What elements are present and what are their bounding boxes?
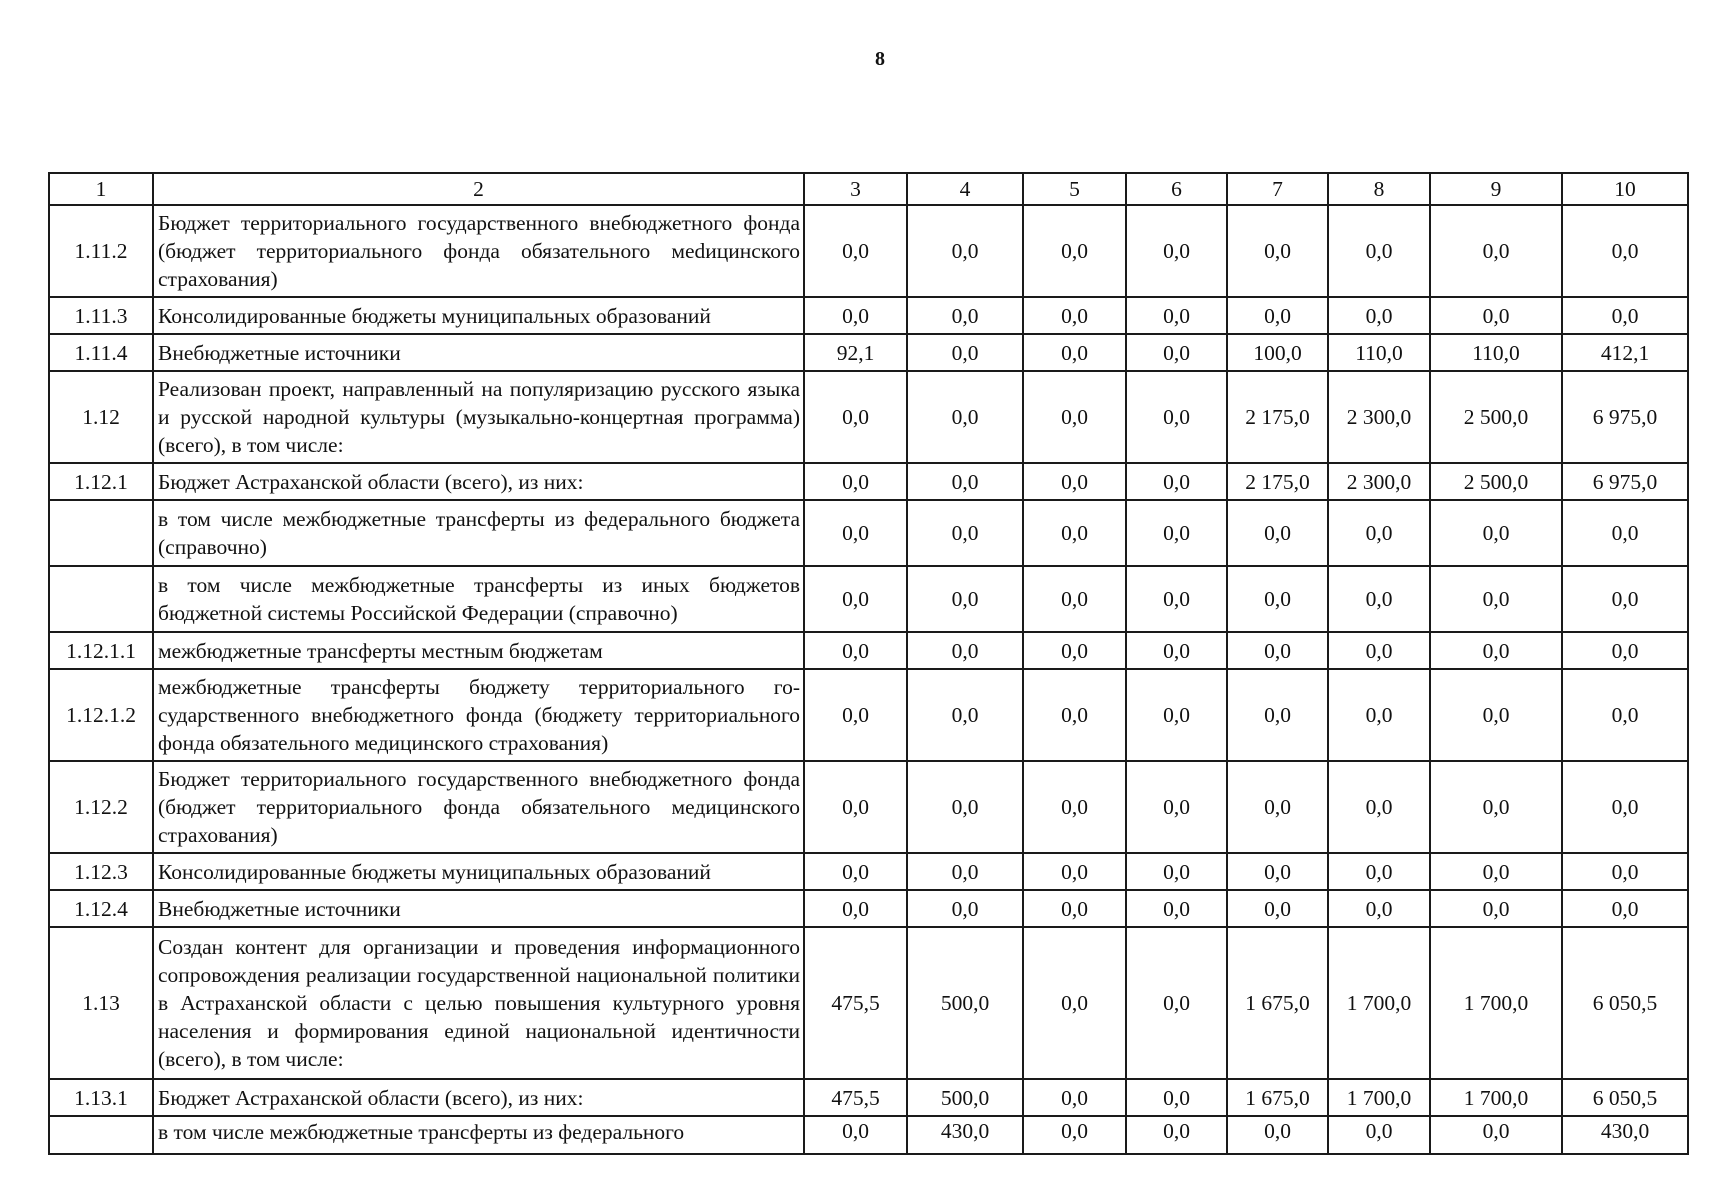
table-row bbox=[49, 463, 1688, 500]
row-code: 1.12.4 bbox=[49, 890, 153, 927]
row-value-col-4: 500,0 bbox=[907, 1079, 1023, 1116]
row-value-col-4: 0,0 bbox=[907, 632, 1023, 669]
row-value-col-6: 0,0 bbox=[1126, 297, 1227, 334]
row-value-col-6: 0,0 bbox=[1126, 1116, 1227, 1154]
table-row bbox=[49, 927, 1688, 1079]
row-value-col-6: 0,0 bbox=[1126, 761, 1227, 853]
row-value-col-3: 0,0 bbox=[804, 205, 907, 297]
table-row bbox=[49, 334, 1688, 371]
row-value-col-10: 0,0 bbox=[1562, 669, 1688, 761]
row-description: межбюджетные трансферты бюджету территориального государственного внебюджетного фонда (бюджету территориального фонда обязательного медицинского страхования) bbox=[153, 669, 804, 761]
row-value-col-5: 0,0 bbox=[1023, 761, 1126, 853]
row-code bbox=[49, 1116, 153, 1154]
row-value-col-5: 0,0 bbox=[1023, 1079, 1126, 1116]
row-value-col-3: 0,0 bbox=[804, 371, 907, 463]
row-value-col-10: 6 975,0 bbox=[1562, 371, 1688, 463]
row-value-col-6: 0,0 bbox=[1126, 1079, 1227, 1116]
row-value-col-7: 0,0 bbox=[1227, 1116, 1328, 1154]
row-value-col-10: 6 050,5 bbox=[1562, 1079, 1688, 1116]
row-value-col-9: 0,0 bbox=[1430, 566, 1562, 632]
row-value-col-6: 0,0 bbox=[1126, 500, 1227, 566]
row-value-col-7: 0,0 bbox=[1227, 566, 1328, 632]
row-value-col-7: 1 675,0 bbox=[1227, 1079, 1328, 1116]
table-row bbox=[49, 1116, 1688, 1154]
row-value-col-5: 0,0 bbox=[1023, 566, 1126, 632]
row-value-col-5: 0,0 bbox=[1023, 890, 1126, 927]
row-description: Консолидированные бюджеты муниципальных образований bbox=[153, 297, 804, 334]
row-value-col-4: 0,0 bbox=[907, 853, 1023, 890]
row-description: Реализован проект, направленный на популяризацию русского языка и русской народной культуры (музыкально-концертная программа) (всего), в том числе: bbox=[153, 371, 804, 463]
table-row bbox=[49, 890, 1688, 927]
row-value-col-8: 0,0 bbox=[1328, 761, 1430, 853]
row-value-col-10: 6 975,0 bbox=[1562, 463, 1688, 500]
header-col-2: 2 bbox=[153, 173, 804, 205]
row-value-col-8: 1 700,0 bbox=[1328, 1079, 1430, 1116]
row-value-col-5: 0,0 bbox=[1023, 334, 1126, 371]
row-code: 1.12.1 bbox=[49, 463, 153, 500]
table-row bbox=[49, 632, 1688, 669]
row-value-col-4: 0,0 bbox=[907, 566, 1023, 632]
row-value-col-10: 0,0 bbox=[1562, 890, 1688, 927]
row-description: межбюджетные трансферты местным бюджетам bbox=[153, 632, 804, 669]
table-row bbox=[49, 297, 1688, 334]
row-value-col-8: 0,0 bbox=[1328, 632, 1430, 669]
row-value-col-9: 2 500,0 bbox=[1430, 463, 1562, 500]
row-value-col-8: 0,0 bbox=[1328, 500, 1430, 566]
row-description: Бюджет территориального государственного внебюджетного фонда (бюджет территориального фонда обязательного меdицинского страхования) bbox=[153, 205, 804, 297]
row-value-col-4: 0,0 bbox=[907, 890, 1023, 927]
row-value-col-3: 0,0 bbox=[804, 297, 907, 334]
row-value-col-8: 0,0 bbox=[1328, 669, 1430, 761]
row-value-col-8: 110,0 bbox=[1328, 334, 1430, 371]
row-value-col-3: 0,0 bbox=[804, 500, 907, 566]
header-row bbox=[49, 173, 1688, 205]
row-value-col-8: 0,0 bbox=[1328, 853, 1430, 890]
row-value-col-6: 0,0 bbox=[1126, 371, 1227, 463]
row-value-col-3: 0,0 bbox=[804, 890, 907, 927]
row-description: в том числе межбюджетные трансферты из иных бюджетов бюджетной системы Российской Федерации (справочно) bbox=[153, 566, 804, 632]
row-value-col-9: 0,0 bbox=[1430, 205, 1562, 297]
table-row bbox=[49, 371, 1688, 463]
header-col-6: 6 bbox=[1126, 173, 1227, 205]
header-col-8: 8 bbox=[1328, 173, 1430, 205]
row-value-col-6: 0,0 bbox=[1126, 669, 1227, 761]
header-col-9: 9 bbox=[1430, 173, 1562, 205]
row-value-col-3: 0,0 bbox=[804, 853, 907, 890]
row-value-col-6: 0,0 bbox=[1126, 463, 1227, 500]
row-value-col-3: 92,1 bbox=[804, 334, 907, 371]
table-row bbox=[49, 500, 1688, 566]
row-code: 1.13.1 bbox=[49, 1079, 153, 1116]
row-value-col-10: 0,0 bbox=[1562, 205, 1688, 297]
row-value-col-4: 430,0 bbox=[907, 1116, 1023, 1154]
row-value-col-7: 2 175,0 bbox=[1227, 371, 1328, 463]
row-code: 1.13 bbox=[49, 927, 153, 1079]
row-value-col-3: 0,0 bbox=[804, 1116, 907, 1154]
row-value-col-5: 0,0 bbox=[1023, 205, 1126, 297]
row-value-col-9: 1 700,0 bbox=[1430, 927, 1562, 1079]
row-value-col-8: 0,0 bbox=[1328, 566, 1430, 632]
row-value-col-4: 0,0 bbox=[907, 500, 1023, 566]
row-code: 1.12 bbox=[49, 371, 153, 463]
row-description: Бюджет Астраханской области (всего), из них: bbox=[153, 463, 804, 500]
row-value-col-3: 0,0 bbox=[804, 669, 907, 761]
row-value-col-7: 0,0 bbox=[1227, 669, 1328, 761]
row-value-col-7: 0,0 bbox=[1227, 205, 1328, 297]
row-value-col-3: 0,0 bbox=[804, 566, 907, 632]
table-row bbox=[49, 761, 1688, 853]
row-code: 1.11.4 bbox=[49, 334, 153, 371]
row-value-col-10: 6 050,5 bbox=[1562, 927, 1688, 1079]
row-value-col-7: 0,0 bbox=[1227, 500, 1328, 566]
row-value-col-9: 0,0 bbox=[1430, 297, 1562, 334]
row-value-col-5: 0,0 bbox=[1023, 463, 1126, 500]
row-value-col-4: 0,0 bbox=[907, 463, 1023, 500]
row-value-col-5: 0,0 bbox=[1023, 1116, 1126, 1154]
row-value-col-7: 0,0 bbox=[1227, 761, 1328, 853]
row-value-col-6: 0,0 bbox=[1126, 890, 1227, 927]
row-value-col-9: 0,0 bbox=[1430, 853, 1562, 890]
row-value-col-9: 2 500,0 bbox=[1430, 371, 1562, 463]
row-value-col-5: 0,0 bbox=[1023, 371, 1126, 463]
row-value-col-3: 0,0 bbox=[804, 463, 907, 500]
row-value-col-7: 2 175,0 bbox=[1227, 463, 1328, 500]
row-value-col-7: 1 675,0 bbox=[1227, 927, 1328, 1079]
row-value-col-7: 0,0 bbox=[1227, 853, 1328, 890]
row-value-col-8: 2 300,0 bbox=[1328, 371, 1430, 463]
row-code: 1.11.2 bbox=[49, 205, 153, 297]
row-description: Внебюджетные источники bbox=[153, 334, 804, 371]
row-description: Внебюджетные источники bbox=[153, 890, 804, 927]
row-value-col-10: 0,0 bbox=[1562, 853, 1688, 890]
row-value-col-3: 0,0 bbox=[804, 632, 907, 669]
row-value-col-7: 0,0 bbox=[1227, 297, 1328, 334]
row-value-col-7: 0,0 bbox=[1227, 632, 1328, 669]
row-value-col-3: 475,5 bbox=[804, 1079, 907, 1116]
page-number: 8 bbox=[875, 48, 885, 70]
row-code: 1.12.3 bbox=[49, 853, 153, 890]
row-description: в том числе межбюджетные трансферты из федерального бюджета (справочно) bbox=[153, 500, 804, 566]
row-value-col-9: 0,0 bbox=[1430, 500, 1562, 566]
header-col-5: 5 bbox=[1023, 173, 1126, 205]
row-value-col-4: 0,0 bbox=[907, 334, 1023, 371]
header-col-1: 1 bbox=[49, 173, 153, 205]
row-description: в том числе межбюджетные трансферты из федерального bbox=[153, 1116, 804, 1154]
row-value-col-5: 0,0 bbox=[1023, 297, 1126, 334]
header-col-10: 10 bbox=[1562, 173, 1688, 205]
row-value-col-9: 0,0 bbox=[1430, 761, 1562, 853]
row-value-col-10: 412,1 bbox=[1562, 334, 1688, 371]
row-value-col-6: 0,0 bbox=[1126, 334, 1227, 371]
row-code: 1.11.3 bbox=[49, 297, 153, 334]
row-value-col-8: 0,0 bbox=[1328, 205, 1430, 297]
row-value-col-6: 0,0 bbox=[1126, 632, 1227, 669]
row-code: 1.12.2 bbox=[49, 761, 153, 853]
row-description: Бюджет территориального государственного внебюджетного фонда (бюджет территориального фонда обязательного медицинского страхования) bbox=[153, 761, 804, 853]
row-value-col-5: 0,0 bbox=[1023, 669, 1126, 761]
row-value-col-6: 0,0 bbox=[1126, 853, 1227, 890]
table-row bbox=[49, 205, 1688, 297]
header-col-7: 7 bbox=[1227, 173, 1328, 205]
row-value-col-10: 0,0 bbox=[1562, 297, 1688, 334]
header-col-3: 3 bbox=[804, 173, 907, 205]
row-value-col-4: 0,0 bbox=[907, 669, 1023, 761]
row-value-col-6: 0,0 bbox=[1126, 566, 1227, 632]
row-description: Бюджет Астраханской области (всего), из них: bbox=[153, 1079, 804, 1116]
table-row bbox=[49, 566, 1688, 632]
row-value-col-4: 0,0 bbox=[907, 205, 1023, 297]
row-value-col-8: 2 300,0 bbox=[1328, 463, 1430, 500]
row-value-col-5: 0,0 bbox=[1023, 500, 1126, 566]
row-value-col-5: 0,0 bbox=[1023, 853, 1126, 890]
row-value-col-9: 1 700,0 bbox=[1430, 1079, 1562, 1116]
row-value-col-9: 0,0 bbox=[1430, 1116, 1562, 1154]
row-value-col-5: 0,0 bbox=[1023, 632, 1126, 669]
row-value-col-6: 0,0 bbox=[1126, 205, 1227, 297]
table-row bbox=[49, 853, 1688, 890]
row-value-col-8: 1 700,0 bbox=[1328, 927, 1430, 1079]
row-code: 1.12.1.1 bbox=[49, 632, 153, 669]
budget-table bbox=[48, 172, 1689, 1155]
row-value-col-8: 0,0 bbox=[1328, 890, 1430, 927]
row-value-col-4: 0,0 bbox=[907, 371, 1023, 463]
row-value-col-7: 0,0 bbox=[1227, 890, 1328, 927]
row-value-col-10: 0,0 bbox=[1562, 566, 1688, 632]
row-value-col-9: 0,0 bbox=[1430, 890, 1562, 927]
row-value-col-8: 0,0 bbox=[1328, 297, 1430, 334]
row-value-col-10: 0,0 bbox=[1562, 761, 1688, 853]
row-value-col-4: 500,0 bbox=[907, 927, 1023, 1079]
row-description: Консолидированные бюджеты муниципальных образований bbox=[153, 853, 804, 890]
row-description: Создан контент для организации и проведения информационного сопровождения реализации государственной национальной политики в Астраханской области с целью повышения культурного уровня населения и формирования единой национальной идентичности (всего), в том числе: bbox=[153, 927, 804, 1079]
row-value-col-6: 0,0 bbox=[1126, 927, 1227, 1079]
row-value-col-8: 0,0 bbox=[1328, 1116, 1430, 1154]
row-value-col-10: 430,0 bbox=[1562, 1116, 1688, 1154]
row-value-col-4: 0,0 bbox=[907, 761, 1023, 853]
row-value-col-5: 0,0 bbox=[1023, 927, 1126, 1079]
row-value-col-10: 0,0 bbox=[1562, 632, 1688, 669]
row-code bbox=[49, 500, 153, 566]
row-value-col-3: 0,0 bbox=[804, 761, 907, 853]
row-value-col-9: 110,0 bbox=[1430, 334, 1562, 371]
row-value-col-9: 0,0 bbox=[1430, 669, 1562, 761]
row-code bbox=[49, 566, 153, 632]
row-code: 1.12.1.2 bbox=[49, 669, 153, 761]
row-value-col-3: 475,5 bbox=[804, 927, 907, 1079]
row-value-col-4: 0,0 bbox=[907, 297, 1023, 334]
row-value-col-10: 0,0 bbox=[1562, 500, 1688, 566]
table-row bbox=[49, 1079, 1688, 1116]
table-row bbox=[49, 669, 1688, 761]
row-value-col-9: 0,0 bbox=[1430, 632, 1562, 669]
row-value-col-7: 100,0 bbox=[1227, 334, 1328, 371]
header-col-4: 4 bbox=[907, 173, 1023, 205]
